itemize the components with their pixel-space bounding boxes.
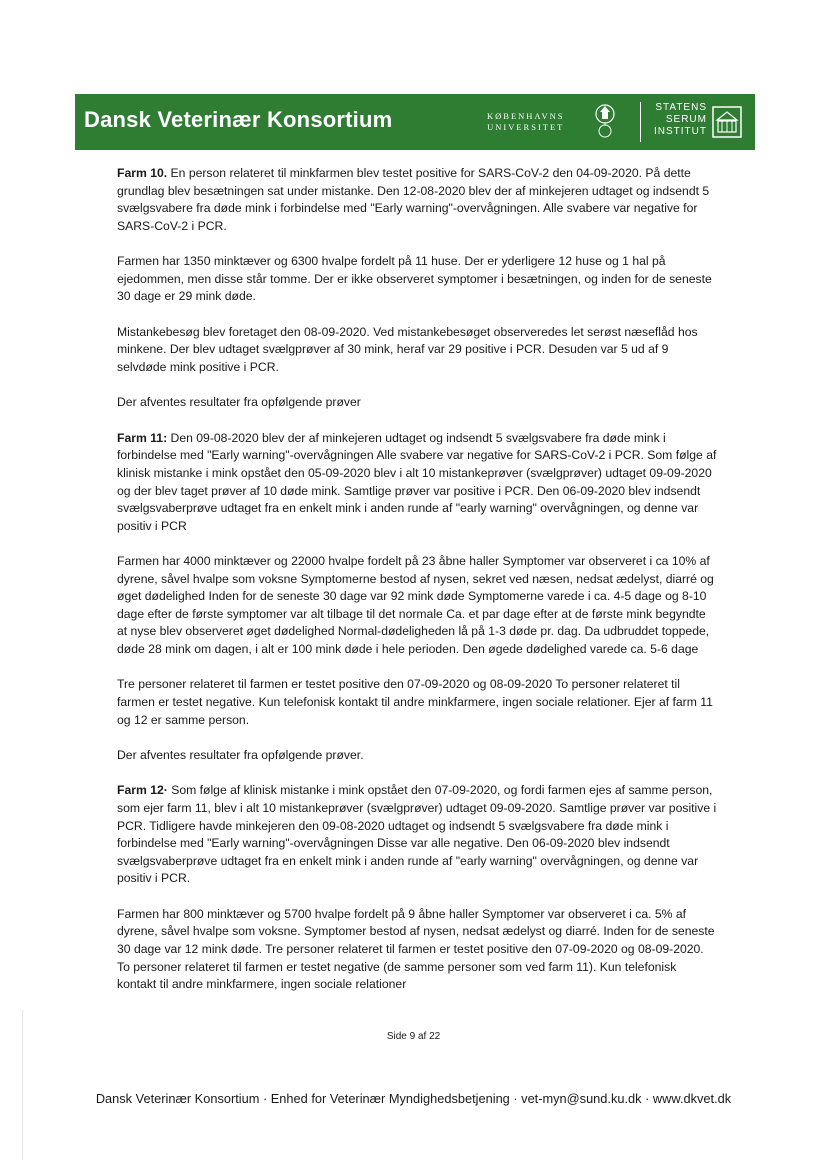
ssi-logo-icon — [712, 106, 742, 138]
paragraph — [117, 676, 717, 729]
ku-seal-icon — [590, 100, 620, 140]
paragraph — [117, 253, 717, 306]
ku-wordmark — [487, 111, 564, 133]
paragraph — [117, 394, 717, 412]
paragraph-farm-10 — [117, 165, 717, 235]
ssi-wordmark — [653, 102, 707, 138]
paragraph-text: En person relateret til minkfarmen blev testet positive for SARS-CoV-2 den 04-09-2020. På dette grundlag blev besætningen sat under mistanke. Den 12-08-2020 blev der af minkejeren udtaget og indsendt 5 svælgsvabere fra døde mink i forbindelse med "Early warning"-overvågningen. Alle svabere var negative for SARS-CoV-2 i PCR. — [117, 166, 710, 233]
header-separator — [640, 102, 641, 142]
page-number: Side 9 af 22 — [386, 1031, 441, 1042]
paragraph-text: Som følge af klinisk mistanke i mink opstået den 07-09-2020, og fordi farmen ejes af samme person, som ejer farm 11, blev i alt 10 mistankeprøver (svælgprøver) udtaget 09-09-2020. Samtlige prøver var positive i PCR. Tidligere havde minkejeren den 09-08-2020 udtaget og indsendt 5 svælgsvabere fra døde mink i forbindelse med "Early warning"-overvågningen Disse var alle negative. Den 06-09-2020 blev indsendt svælgsvaberprøve udtaget fra en enkelt mink i anden runde af "early warning" overvågningen, og denne var positiv i PCR. — [117, 783, 717, 886]
paragraph — [117, 747, 717, 765]
paragraph-text: Farmen har 1350 minktæver og 6300 hvalpe fordelt på 11 huse. Der er yderligere 12 huse og 1 hal på ejedommen, men disse står tomme. Der er ikke observeret symptomer i besætningen, og inden for de seneste 30 dage er 29 mink døde. — [117, 254, 712, 304]
paragraph-text: Der afventes resultater fra opfølgende prøver — [117, 395, 361, 410]
farm-label: Farm 11: — [117, 430, 168, 445]
paragraph-farm-11 — [117, 430, 717, 536]
paragraph-text: Mistankebesøg blev foretaget den 08-09-2020. Ved mistankebesøget observeredes let serøst næseflåd hos minkene. Der blev udtaget svælgprøver af 30 mink, heraf var 29 positive i PCR. Desuden var 5 ud af 9 selvdøde mink positive i PCR. — [117, 324, 698, 374]
ku-line-2: UNIVERSITET — [487, 122, 565, 132]
paragraph — [117, 553, 717, 659]
ssi-line-2: SERUM — [665, 114, 707, 125]
ku-line-1: KØBENHAVNS — [487, 111, 565, 121]
paragraph-text: Farmen har 4000 minktæver og 22000 hvalpe fordelt på 23 åbne haller Symptomer var observeret i ca 10% af dyrene, såvel hvalpe som voksne Symptomerne bestod af nysen, sekret ved næsen, nedsat ædelyst, diarré og øget dødelighed Inden for de seneste 30 dage var 92 mink døde Symptomerne varede i ca. 4-5 dage og 8-10 dage efter de første symptomer var alt tilbage til det normale Ca. et par dage efter at de første mink begyndte at nyse blev observeret øget dødelighed Normal-dødeligheden lå på 1-3 døde pr. dag. Da udbruddet toppede, døde 28 mink om dagen, i alt er 100 mink døde i hele perioden. Den øgede dødelighed varede ca. 5-6 dage — [117, 554, 714, 657]
header-banner — [75, 94, 755, 150]
ssi-line-1: STATENS — [655, 102, 707, 113]
paragraph — [117, 906, 717, 994]
page-footer: Dansk Veterinær Konsortium · Enhed for Veterinær Myndighedsbetjening · vet-myn@sund.ku.dk · www.dkvet.dk — [95, 1091, 732, 1106]
paragraph-text: Der afventes resultater fra opfølgende prøver. — [117, 748, 364, 763]
report-body — [117, 165, 717, 1012]
ssi-line-3: INSTITUT — [654, 126, 707, 137]
paragraph-text: Den 09-08-2020 blev der af minkejeren udtaget og indsendt 5 svælgsvabere fra døde mink i forbindelse med "Early warning"-overvågningen Alle svabere var negative for SARS-CoV-2 i PCR. Som følge af klinisk mistanke i mink opstået den 05-09-2020 blev i alt 10 mistankeprøver (svælgprøver) udtaget 09-09-2020 og der blev taget prøver af 10 døde mink. Samtlige prøver var positive i PCR. Den 06-09-2020 blev indsendt svælgsvaberprøve udtaget fra en enkelt mink i anden runde af "early warning" overvågningen, og denne var positiv i PCR — [117, 430, 717, 533]
scan-margin-line — [22, 1010, 23, 1160]
paragraph — [117, 324, 717, 377]
paragraph-text: Tre personer relateret til farmen er testet positive den 07-09-2020 og 08-09-2020 To personer relateret til farmen er testet negative. Kun telefonisk kontakt til andre minkfarmere, ingen sociale relationer. Ejer af farm 11 og 12 er samme person. — [117, 677, 713, 727]
paragraph-farm-12 — [117, 782, 717, 888]
farm-label: Farm 10. — [117, 166, 168, 180]
paragraph-text: Farmen har 800 minktæver og 5700 hvalpe fordelt på 9 åbne haller Symptomer var observeret i ca. 5% af dyrene, såvel hvalpe som voksne. Symptomer bestod af nysen, nedsat ædelyst og diarré. Inden for de seneste 30 dage var 12 mink døde. Tre personer relateret til farmen er testet positive den 07-09-2020 og 08-09-2020. To personer relateret til farmen er testet negative (de samme personer som ved farm 11). Kun telefonisk kontakt til andre minkfarmere, ingen sociale relationer — [117, 906, 715, 992]
farm-label: Farm 12· — [117, 783, 168, 798]
consortium-title: Dansk Veterinær Konsortium — [84, 107, 393, 132]
